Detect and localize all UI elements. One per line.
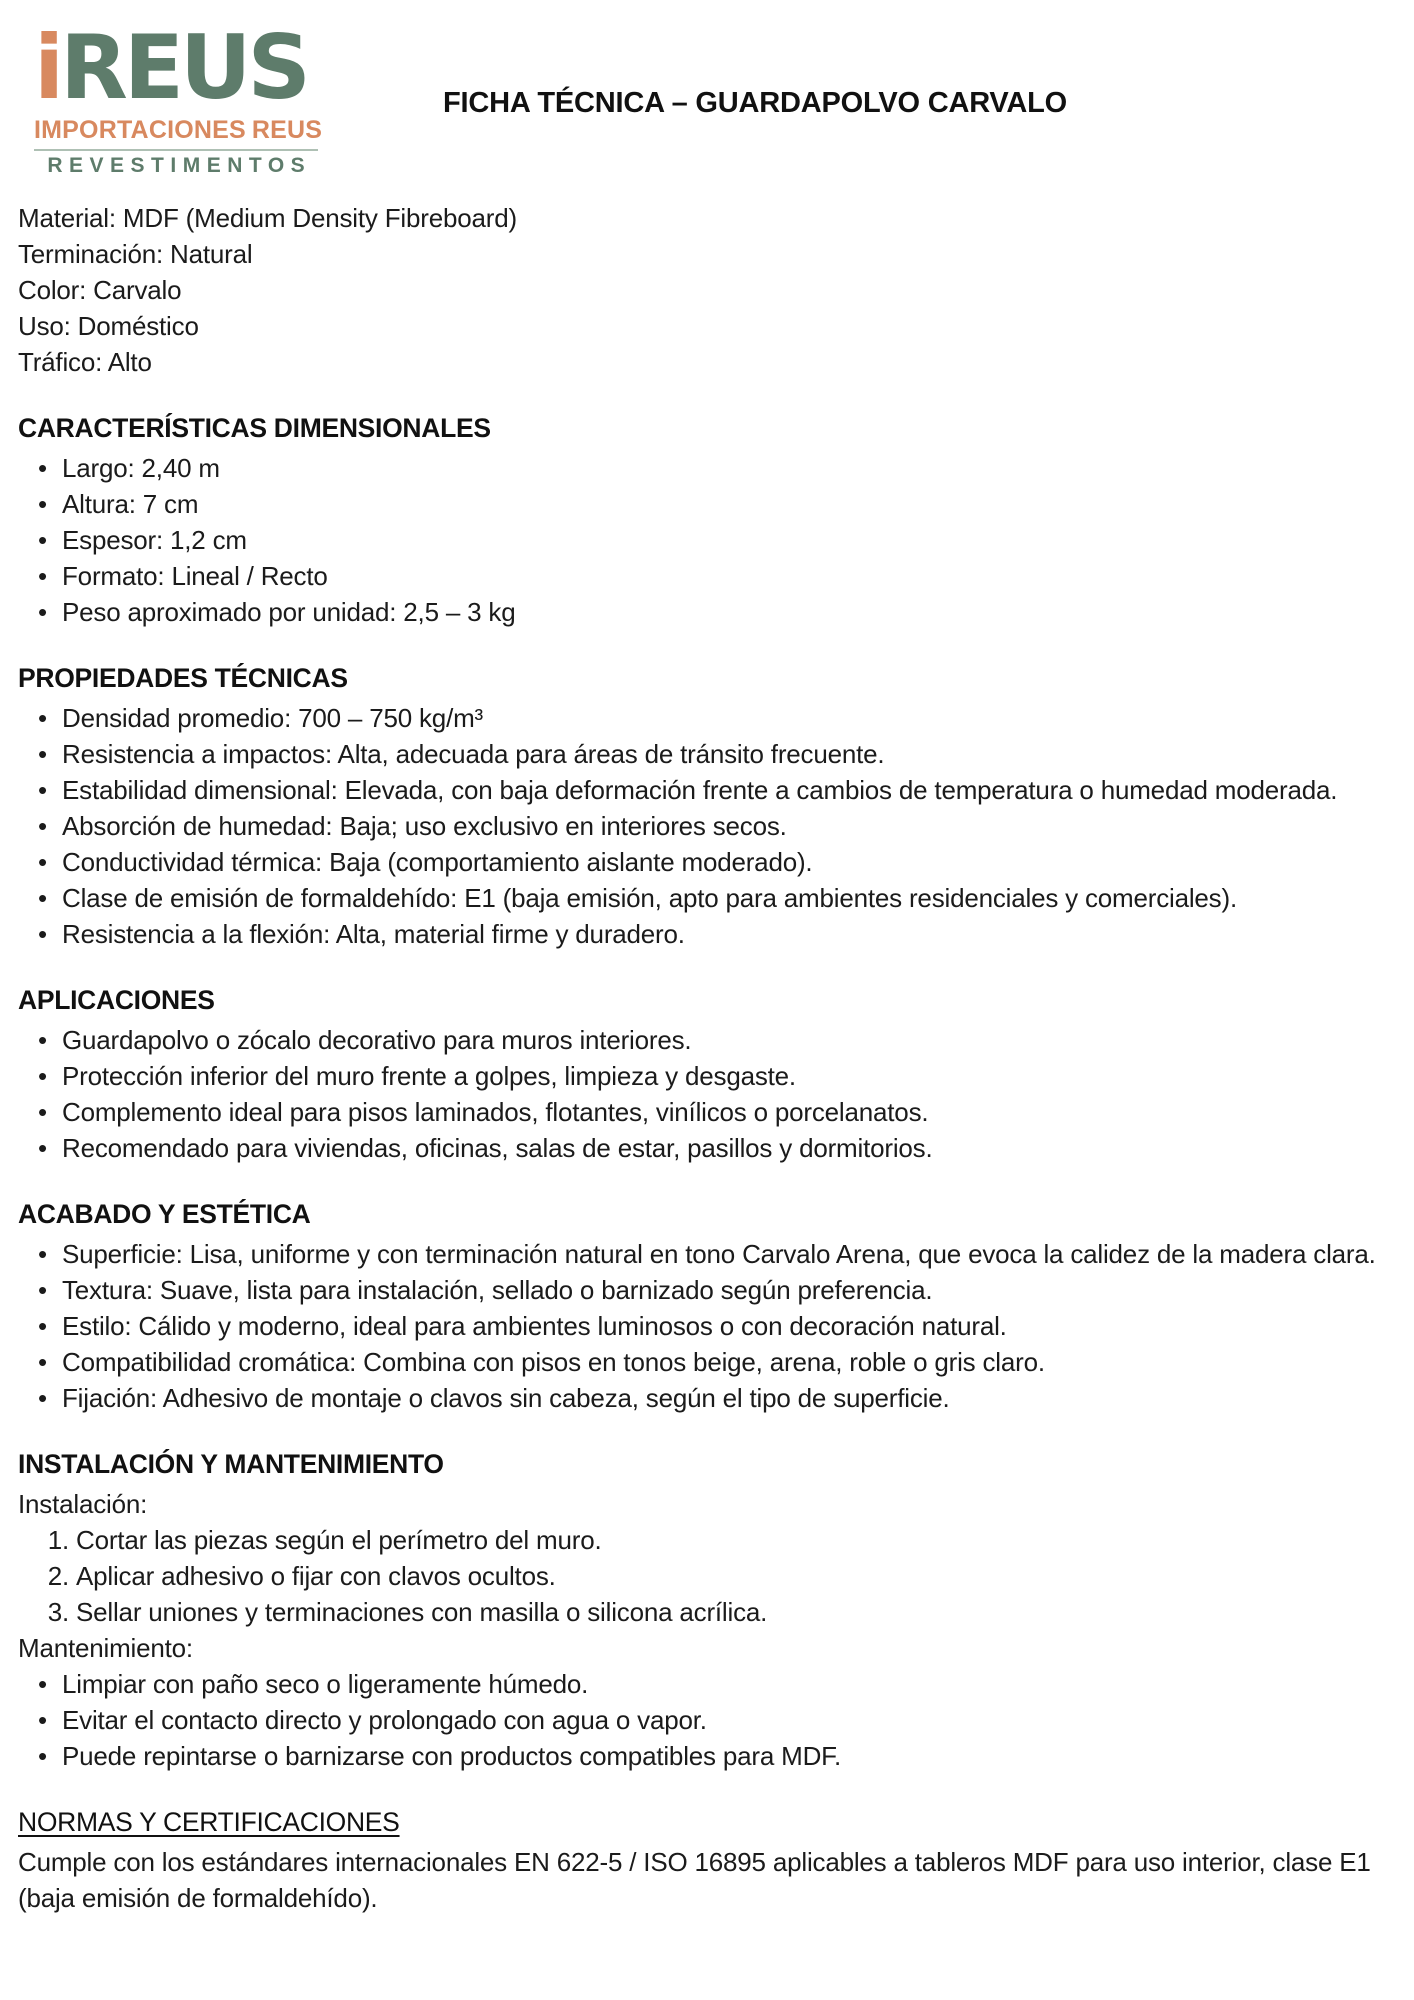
section-propiedades-tecnicas (18, 660, 1394, 952)
logo-divider (34, 149, 318, 151)
list-item: • Recomendado para viviendas, oficinas, salas de estar, pasillos y dormitorios. (62, 1130, 1394, 1166)
section-heading: CARACTERÍSTICAS DIMENSIONALES (18, 413, 491, 443)
list-item: • Textura: Suave, lista para instalación, sellado o barnizado según preferencia. (62, 1272, 1394, 1308)
section-instalacion-mantenimiento (18, 1446, 1394, 1774)
document-header (18, 16, 1394, 182)
summary-terminacion: Terminación: Natural (18, 239, 253, 269)
logo-letters-reus: REUS (60, 16, 307, 119)
section-caracteristicas-dimensionales (18, 410, 1394, 630)
bullet-list (18, 1022, 1394, 1166)
list-item: • Formato: Lineal / Recto (62, 558, 1394, 594)
logo-subtitle-importaciones: IMPORTACIONES (34, 116, 246, 144)
logo-subtitle (34, 116, 326, 144)
section-normas-certificaciones (18, 1804, 1394, 1916)
section-heading: INSTALACIÓN Y MANTENIMIENTO (18, 1449, 444, 1479)
summary-color: Color: Carvalo (18, 275, 182, 305)
section-heading: NORMAS Y CERTIFICACIONES (18, 1807, 400, 1837)
logo-tagline: REVESTIMENTOS (47, 154, 312, 177)
list-item: 3. Sellar uniones y terminaciones con masilla o silicona acrílica. (76, 1594, 1394, 1630)
instalacion-label: Instalación: (18, 1489, 148, 1519)
logo-letter-i: i (34, 16, 61, 119)
list-item: • Resistencia a impactos: Alta, adecuada para áreas de tránsito frecuente. (62, 736, 1394, 772)
section-heading: PROPIEDADES TÉCNICAS (18, 663, 348, 693)
list-item: • Compatibilidad cromática: Combina con pisos en tonos beige, arena, roble o gris claro. (62, 1344, 1394, 1380)
section-aplicaciones (18, 982, 1394, 1166)
mantenimiento-label: Mantenimiento: (18, 1633, 193, 1663)
logo-wordmark (34, 16, 326, 119)
summary-material: Material: MDF (Medium Density Fibreboard) (18, 203, 517, 233)
logo-subtitle-reus: REUS (251, 116, 323, 144)
list-item: • Superficie: Lisa, uniforme y con terminación natural en tono Carvalo Arena, que evoca la calidez de la madera clara. (62, 1236, 1394, 1272)
list-item: • Clase de emisión de formaldehído: E1 (baja emisión, apto para ambientes residenciales y comerciales). (62, 880, 1394, 916)
list-item: • Resistencia a la flexión: Alta, material firme y duradero. (62, 916, 1394, 952)
list-item: • Densidad promedio: 700 – 750 kg/m³ (62, 700, 1394, 736)
normas-body-text: Cumple con los estándares internacionales EN 622-5 / ISO 16895 aplicables a tableros MDF para uso interior, clase E1 (baja emisión de formaldehído). (18, 1847, 1371, 1913)
list-item: • Estilo: Cálido y moderno, ideal para ambientes luminosos o con decoración natural. (62, 1308, 1394, 1344)
summary-uso: Uso: Doméstico (18, 311, 199, 341)
section-heading: ACABADO Y ESTÉTICA (18, 1199, 311, 1229)
list-item: 2. Aplicar adhesivo o fijar con clavos ocultos. (76, 1558, 1394, 1594)
list-item: • Fijación: Adhesivo de montaje o clavos sin cabeza, según el tipo de superficie. (62, 1380, 1394, 1416)
list-item: • Evitar el contacto directo y prolongado con agua o vapor. (62, 1702, 1394, 1738)
summary-trafico: Tráfico: Alto (18, 347, 152, 377)
list-item: • Complemento ideal para pisos laminados, flotantes, vinílicos o porcelanatos. (62, 1094, 1394, 1130)
numbered-list (18, 1522, 1394, 1630)
list-item: • Estabilidad dimensional: Elevada, con baja deformación frente a cambios de temperatura o humedad moderada. (62, 772, 1394, 808)
list-item: • Conductividad térmica: Baja (comportamiento aislante moderado). (62, 844, 1394, 880)
list-item: • Puede repintarse o barnizarse con productos compatibles para MDF. (62, 1738, 1394, 1774)
bullet-list (18, 450, 1394, 630)
reus-logo (34, 16, 326, 178)
list-item: • Absorción de humedad: Baja; uso exclusivo en interiores secos. (62, 808, 1394, 844)
section-acabado-estetica (18, 1196, 1394, 1416)
bullet-list (18, 700, 1394, 952)
list-item: • Limpiar con paño seco o ligeramente húmedo. (62, 1666, 1394, 1702)
list-item: • Guardapolvo o zócalo decorativo para muros interiores. (62, 1022, 1394, 1058)
list-item: • Peso aproximado por unidad: 2,5 – 3 kg (62, 594, 1394, 630)
section-heading: APLICACIONES (18, 985, 215, 1015)
list-item: • Espesor: 1,2 cm (62, 522, 1394, 558)
bullet-list (18, 1236, 1394, 1416)
bullet-list (18, 1666, 1394, 1774)
list-item: 1. Cortar las piezas según el perímetro del muro. (76, 1522, 1394, 1558)
list-item: • Altura: 7 cm (62, 486, 1394, 522)
list-item: • Protección inferior del muro frente a golpes, limpieza y desgaste. (62, 1058, 1394, 1094)
list-item: • Largo: 2,40 m (62, 450, 1394, 486)
page-title: FICHA TÉCNICA – GUARDAPOLVO CARVALO (443, 87, 1068, 119)
product-summary (18, 200, 1394, 380)
